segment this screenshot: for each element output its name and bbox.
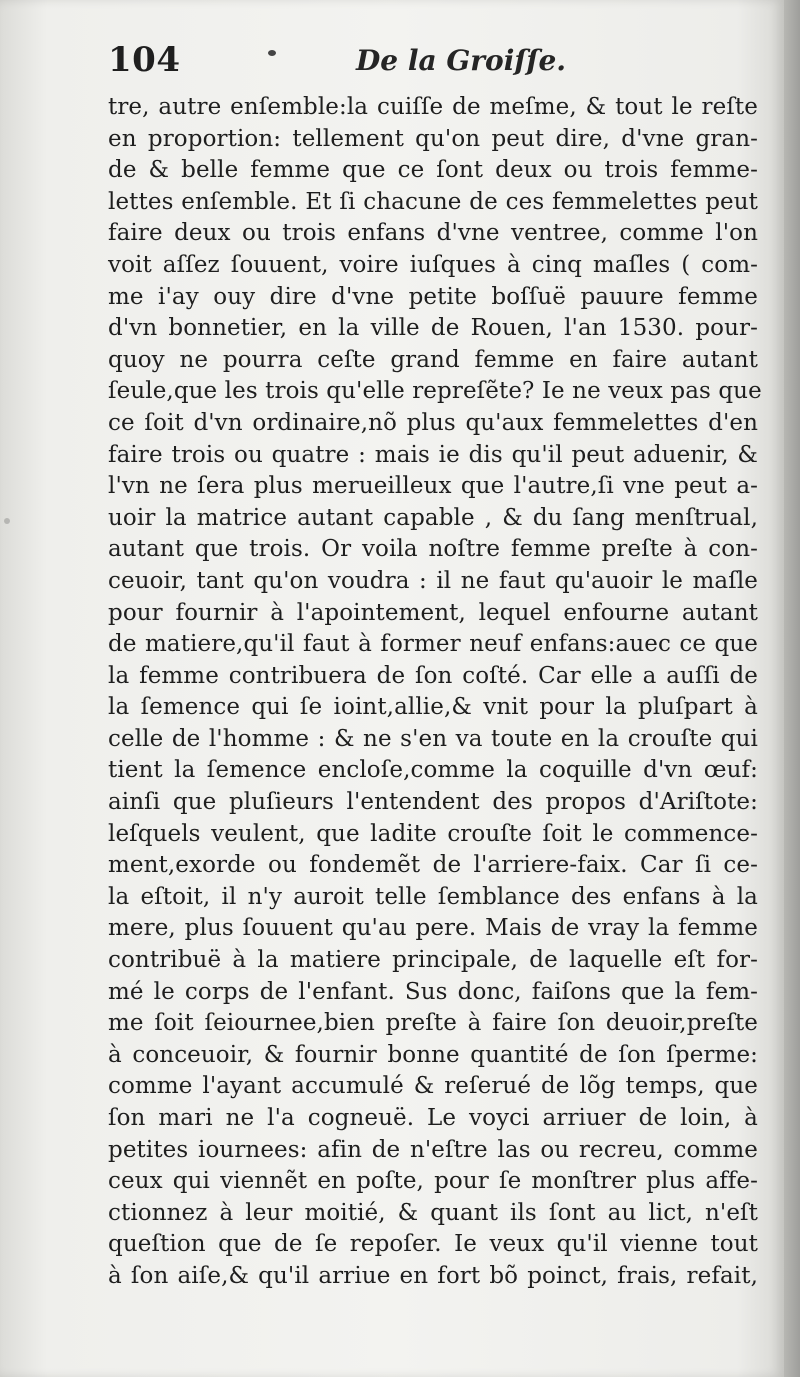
text-line: de matiere,qu'il faut à former neuf enfans:auec ce que <box>108 631 758 658</box>
text-line: ctionnez à leur moitié, & quant ils ſont au lict, n'eſt <box>108 1199 758 1226</box>
text-line: ceuoir, tant qu'on voudra : il ne faut qu'auoir le maſle <box>108 567 758 594</box>
text-line: en proportion: tellement qu'on peut dire, d'vne gran- <box>108 125 758 152</box>
text-line: celle de l'homme : & ne s'en va toute en la crouſte qui <box>108 725 758 752</box>
text-line: lettes enſemble. Et ſi chacune de ces femmelettes peut <box>108 188 758 215</box>
text-line: quoy ne pourra ceſte grand femme en faire autant <box>108 346 758 373</box>
text-line: à conceuoir, & fournir bonne quantité de ſon ſperme: <box>108 1041 758 1068</box>
text-line: ceux qui viennẽt en poſte, pour ſe monſtrer plus affe- <box>108 1168 758 1195</box>
text-line: comme l'ayant accumulé & reſerué de lõg temps, que <box>108 1073 758 1100</box>
text-line: contribuë à la matiere principale, de laquelle eſt for- <box>108 947 758 974</box>
text-line: autant que trois. Or voila noſtre femme preſte à con- <box>108 536 758 563</box>
text-line: queſtion que de ſe repoſer. Ie veux qu'il vienne tout <box>108 1231 758 1258</box>
running-head: De la Groiſſe. <box>356 44 566 77</box>
ink-dot <box>268 50 276 56</box>
text-line: voit aſſez ſouuent, voire iuſques à cinq maſles ( com- <box>108 251 758 278</box>
text-line: mere, plus ſouuent qu'au pere. Mais de vray la femme <box>108 915 758 942</box>
text-line: d'vn bonnetier, en la ville de Rouen, l'an 1530. pour- <box>108 315 758 342</box>
text-line: uoir la matrice autant capable , & du ſang menſtrual, <box>108 504 758 531</box>
page-number: 104 <box>108 40 181 80</box>
text-line: ſeule,que les trois qu'elle repreſẽte? Ie ne veux pas que <box>108 378 762 405</box>
text-line: ſon mari ne l'a cogneuë. Le voyci arriuer de loin, à <box>108 1105 758 1131</box>
text-line: pour fournir à l'apointement, lequel enfourne autant <box>108 599 758 626</box>
text-line: la ſemence qui ſe ioint,allie,& vnit pour la pluſpart à <box>108 694 758 721</box>
text-line: mé le corps de l'enfant. Sus donc, faiſons que la fem- <box>108 978 758 1005</box>
text-line: me i'ay ouy dire d'vne petite boſſuë pauure femme <box>108 283 758 310</box>
text-line: me ſoit ſeiournee,bien preſte à faire ſon deuoir,preſte <box>108 1010 758 1037</box>
body-text <box>108 92 762 1293</box>
text-line: ment,exorde ou fondemẽt de l'arriere-faix. Car ſi ce- <box>108 852 758 879</box>
text-line: petites iournees: afin de n'eſtre las ou recreu, comme <box>108 1136 758 1163</box>
text-line: la eſtoit, il n'y auroit telle ſemblance des enfans à la <box>108 883 758 910</box>
text-line: faire deux ou trois enfans d'vne ventree, comme l'on <box>108 220 758 247</box>
margin-blemish <box>4 518 10 524</box>
page-edge <box>784 0 800 1377</box>
text-line: la femme contribuera de ſon coſté. Car elle a auſſi de <box>108 662 758 689</box>
text-line: tre, autre enſemble:la cuiſſe de meſme, & tout le reſte <box>108 94 758 120</box>
text-line: de & belle femme que ce ſont deux ou trois femme- <box>108 157 758 184</box>
text-line: à ſon aiſe,& qu'il arriue en fort bõ poinct, frais, refait, <box>108 1262 758 1289</box>
text-line: ainſi que pluſieurs l'entendent des propos d'Ariſtote: <box>108 789 758 816</box>
page-header <box>108 40 748 92</box>
text-line: faire trois ou quatre : mais ie dis qu'il peut aduenir, & <box>108 441 758 468</box>
text-line: l'vn ne ſera plus merueilleux que l'autre,ſi vne peut a- <box>108 473 758 500</box>
text-line: leſquels veulent, que ladite crouſte ſoit le commence- <box>108 820 758 847</box>
text-line: tient la ſemence encloſe,comme la coquille d'vn œuf: <box>108 757 758 784</box>
text-line: ce ſoit d'vn ordinaire,nõ plus qu'aux femmelettes d'en <box>108 409 758 436</box>
